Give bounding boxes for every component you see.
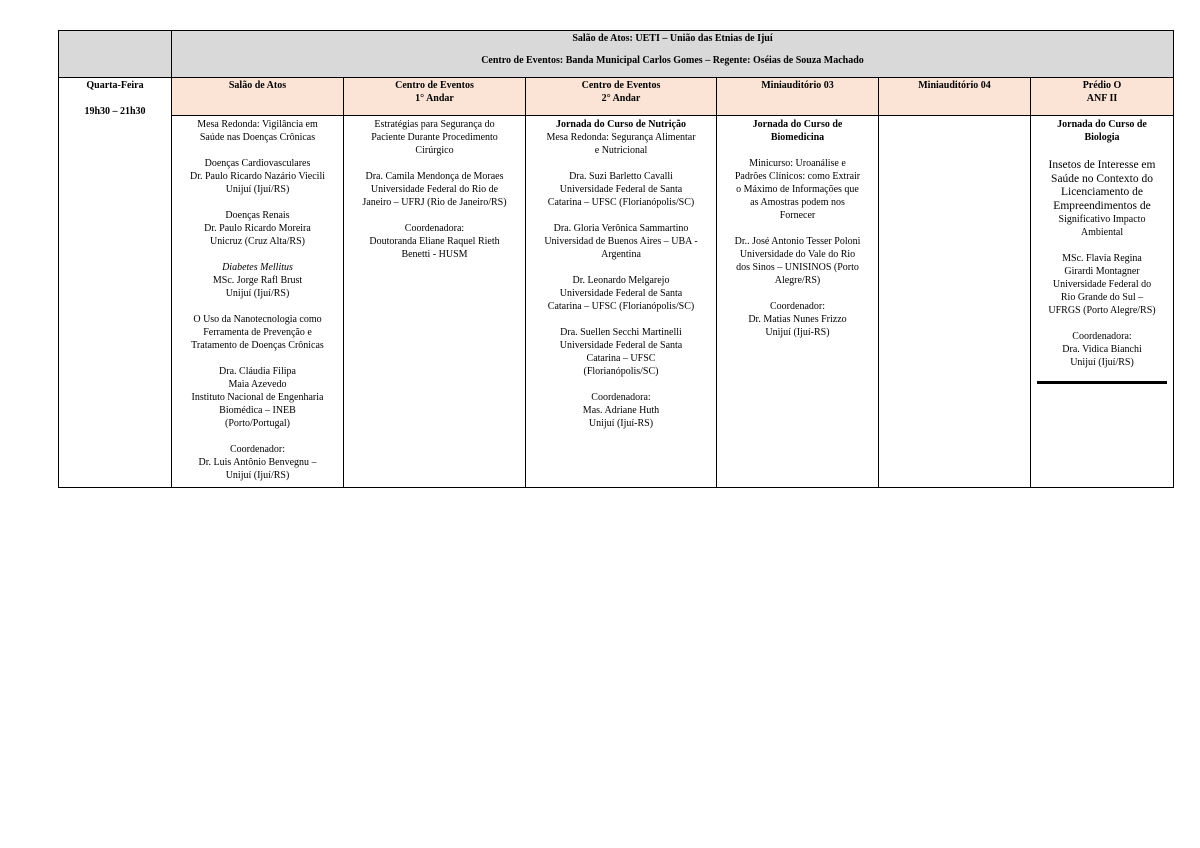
- cell-text-line: Rio Grande do Sul –: [1060, 292, 1144, 303]
- cell-text-line: Dr. Luis Antônio Benvegnu –: [198, 457, 317, 468]
- cell-text-line: Fornecer: [779, 210, 816, 221]
- cell-text-line: Biomedicina: [770, 132, 825, 143]
- cell-text-line: Saúde no Contexto do: [1051, 172, 1153, 185]
- cell-text-line: Tratamento de Doenças Crônicas: [191, 340, 324, 351]
- cell-text-line: [348, 209, 521, 222]
- cell-text-line: Unijuí (Ijuí-RS): [588, 418, 654, 429]
- cell-text-line: Dra. Gloria Verônica Sammartino: [553, 223, 689, 234]
- day-time: 19h30 – 21h30: [84, 106, 146, 117]
- cell-text-line: Coordenador:: [230, 444, 285, 455]
- cell-text-line: Padrões Clínicos: como Extrair: [734, 171, 861, 182]
- cell-text-line: Universidade Federal de Santa: [559, 184, 683, 195]
- cell-text-line: Catarina – UFSC (Florianópolis/SC): [547, 301, 695, 312]
- cell-text-line: as Amostras podem nos: [750, 197, 845, 208]
- cell-text-line: Instituto Nacional de Engenharia: [191, 392, 324, 403]
- cell-text-line: [530, 209, 712, 222]
- cell-text-line: (Florianópolis/SC): [583, 366, 659, 377]
- cell-text-line: Unijuí (Ijuí/RS): [225, 470, 290, 481]
- cell-text-line: [176, 430, 339, 443]
- cell-text-line: Universidade Federal do: [1052, 279, 1152, 290]
- cell-text-line: Dra. Cláudia Filipa: [219, 366, 296, 377]
- cell-text-line: Janeiro – UFRJ (Rio de Janeiro/RS): [362, 197, 507, 208]
- cell-text-line: Dra. Vidica Bianchi: [1062, 344, 1142, 355]
- col-header-mini-03: Miniauditório 03: [717, 78, 879, 116]
- col-header-predio-o: Prédio O ANF II: [1031, 78, 1174, 116]
- col-header-mini-04: Miniauditório 04: [879, 78, 1031, 116]
- cell-text-line: Maia Azevedo: [228, 379, 287, 390]
- cell-text-line: Dr. Paulo Ricardo Moreira: [204, 223, 311, 234]
- cell-text-line: Jornada do Curso de: [1057, 119, 1147, 130]
- cell-text-line: e Nutricional: [594, 145, 648, 156]
- cell-text-line: Unijuí (Ijuí/RS): [225, 288, 290, 299]
- cell-text-line: Universidad de Buenos Aires – UBA -: [544, 236, 698, 247]
- cell-text-line: Mas. Adriane Huth: [582, 405, 660, 416]
- cell-text-line: [1035, 144, 1169, 157]
- cell-text-line: [348, 157, 521, 170]
- cell-text-line: Ambiental: [1080, 227, 1124, 238]
- cell-text-line: Biologia: [1084, 132, 1120, 143]
- col-header-centro-1: Centro de Eventos 1° Andar: [344, 78, 526, 116]
- cell-text-line: Significativo Impacto: [1058, 214, 1146, 225]
- cell-text-line: Unijuí (Ijuí-RS): [765, 327, 830, 338]
- cell-text-line: [721, 287, 874, 300]
- cell-text-line: dos Sinos – UNISINOS (Porto: [736, 262, 859, 273]
- cell-text-line: Dra. Camila Mendonça de Moraes: [365, 171, 504, 182]
- cell-text-line: UFRGS (Porto Alegre/RS): [1048, 305, 1156, 316]
- cell-text-line: [176, 144, 339, 157]
- cell-text-line: [530, 157, 712, 170]
- cell-text-line: [176, 196, 339, 209]
- schedule-table: [58, 30, 1174, 488]
- cell-text-line: Dr.. José Antonio Tesser Poloni: [734, 236, 861, 247]
- cell-text-line: Diabetes Mellitus: [222, 262, 293, 273]
- cell-predio-o: [1031, 116, 1174, 488]
- cell-text-line: MSc. Jorge Rafl Brust: [212, 275, 303, 286]
- cell-text-line: O Uso da Nanotecnologia como: [193, 314, 322, 325]
- cell-text-line: [176, 352, 339, 365]
- cell-text-line: Unicruz (Cruz Alta/RS): [210, 236, 305, 247]
- cell-text-line: [176, 300, 339, 313]
- cell-text-line: Coordenadora:: [591, 392, 651, 403]
- divider-rule: [1037, 381, 1167, 384]
- venue-line-1: Salão de Atos: UETI – União das Etnias de Ijuí: [572, 33, 773, 44]
- cell-text-line: Girardi Montagner: [1064, 266, 1140, 277]
- cell-text-line: Catarina – UFSC: [586, 353, 656, 364]
- cell-text-line: Estratégias para Segurança do: [374, 119, 495, 130]
- corner-cell: [59, 31, 172, 78]
- cell-text-line: Benetti - HUSM: [401, 249, 468, 260]
- day-name: Quarta-Feira: [86, 80, 144, 91]
- cell-text-line: (Porto/Portugal): [225, 418, 290, 429]
- cell-text-line: [176, 248, 339, 261]
- col-header-salao: Salão de Atos: [172, 78, 344, 116]
- cell-text-line: [1035, 239, 1169, 252]
- cell-text-line: [1035, 317, 1169, 330]
- cell-text-line: Doutoranda Eliane Raquel Rieth: [369, 236, 500, 247]
- cell-text-line: Licenciamento de: [1060, 186, 1144, 198]
- cell-text-line: Dra. Suzi Barletto Cavalli: [569, 171, 673, 182]
- cell-text-line: Dr. Paulo Ricardo Nazário Viecili: [189, 171, 325, 182]
- cell-text-line: Coordenadora:: [1072, 331, 1132, 342]
- cell-centro-2: [526, 116, 717, 488]
- cell-text-line: [530, 261, 712, 274]
- cell-text-line: [530, 313, 712, 326]
- cell-text-line: Coordenador:: [770, 301, 825, 312]
- cell-text-line: Doenças Cardiovasculares: [204, 158, 311, 169]
- cell-text-line: Jornada do Curso de: [752, 119, 843, 130]
- cell-text-line: o Máximo de Informações que: [736, 184, 859, 195]
- cell-text-line: Alegre/RS): [774, 275, 821, 286]
- cell-text-line: Universidade Federal do Rio de: [370, 184, 499, 195]
- cell-text-line: Mesa Redonda: Segurança Alimentar: [546, 132, 696, 143]
- cell-text-line: Dra. Suellen Secchi Martinelli: [560, 327, 682, 338]
- cell-text-line: Dr. Matias Nunes Frizzo: [748, 314, 847, 325]
- cell-text-line: Universidade Federal de Santa: [559, 288, 683, 299]
- cell-text-line: Minicurso: Uroanálise e: [749, 158, 846, 169]
- cell-text-line: Universidade do Vale do Rio: [739, 249, 856, 260]
- cell-text-line: Unijuí (Ijuí/RS): [1070, 357, 1134, 368]
- cell-salao: [172, 116, 344, 488]
- cell-text-line: Ferramenta de Prevenção e: [203, 327, 312, 338]
- cell-text-line: MSc. Flavia Regina: [1062, 253, 1142, 264]
- column-header-row: [59, 78, 1174, 116]
- cell-text-line: [721, 222, 874, 235]
- cell-text-line: Cirúrgico: [415, 145, 454, 156]
- day-cell: [59, 78, 172, 488]
- cell-text-line: Biomédica – INEB: [219, 405, 296, 416]
- cell-text-line: Unijuí (Ijuí/RS): [225, 184, 290, 195]
- cell-text-line: Jornada do Curso de Nutrição: [555, 119, 686, 130]
- venue-line-2: Centro de Eventos: Banda Municipal Carlos Gomes – Regente: Oséias de Souza Machado: [481, 55, 864, 66]
- cell-text-line: [721, 144, 874, 157]
- venue-header-row: [59, 31, 1174, 78]
- cell-text-line: Saúde nas Doenças Crônicas: [199, 132, 316, 143]
- cell-mini-03: [717, 116, 879, 488]
- cell-text-line: Insetos de Interesse em: [1048, 159, 1156, 171]
- cell-text-line: Doenças Renais: [225, 210, 290, 221]
- col-header-centro-2: Centro de Eventos 2° Andar: [526, 78, 717, 116]
- cell-text-line: Catarina – UFSC (Florianópolis/SC): [547, 197, 695, 208]
- session-row: [59, 116, 1174, 488]
- cell-text-line: Empreendimentos de: [1053, 199, 1151, 212]
- cell-mini-04: [879, 116, 1031, 488]
- cell-centro-1: [344, 116, 526, 488]
- cell-text-line: Universidade Federal de Santa: [559, 340, 683, 351]
- cell-text-line: Coordenadora:: [404, 223, 465, 234]
- cell-text-line: Dr. Leonardo Melgarejo: [572, 275, 670, 286]
- cell-text-line: Paciente Durante Procedimento: [371, 132, 498, 143]
- venue-info: [172, 31, 1174, 78]
- cell-text-line: Argentina: [601, 249, 641, 260]
- cell-text-line: [530, 378, 712, 391]
- cell-text-line: Mesa Redonda: Vigilância em: [197, 119, 318, 130]
